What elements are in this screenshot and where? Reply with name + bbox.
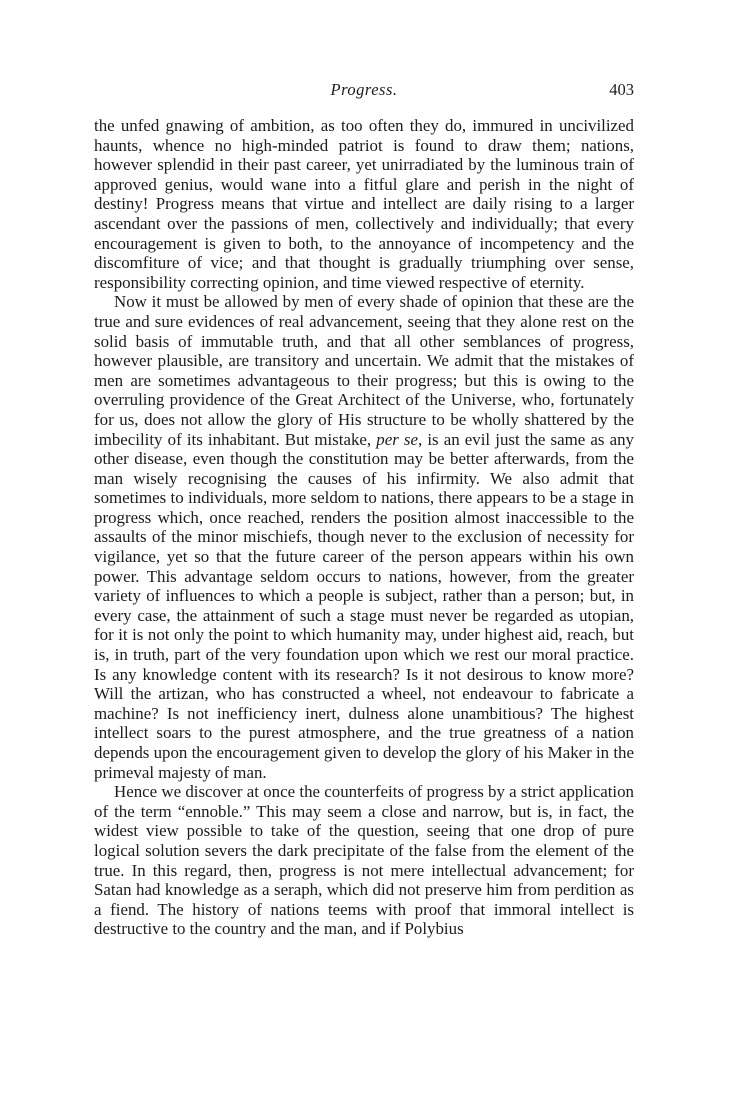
paragraph-3 [94,782,634,939]
paragraph-1 [94,116,634,292]
running-title: Progress. [330,80,398,99]
paragraph-2-text-b: , is an evil just the same as any other disease, even though the constitution may be better afterwards, from the man wisely recognising the causes of his infirmity. We also admit that sometimes to individuals, more seldom to nations, there appears to be a stage in progress which, once reached, renders the position almost inaccessible to the assaults of the minor mischiefs, though never to the exclusion of necessity for vigilance, yet so that the future career of the person appears within his own power. This advantage seldom occurs to nations, however, from the greater variety of influences to which a people is subject, rather than a person; but, in every case, the attainment of such a stage must never be regarded as utopian, for it is not only the point to which humanity may, under highest aid, reach, but is, in truth, part of the very foundation upon which we rest our moral practice. Is any knowledge content with its research? Is it not desirous to know more? Will the artizan, who has constructed a wheel, not endeavour to fabricate a machine? Is not inefficiency inert, dulness alone unambitious? The highest intellect soars to the purest atmosphere, and the true greatness of a nation depends upon the encouragement given to develop the glory of his Maker in the primeval majesty of man. [94,429,634,782]
paragraph-2-italic-phrase: per se [376,429,418,449]
paragraph-1-text: the unfed gnawing of ambition, as too often they do, immured in uncivilized haunts, whence no high-minded patriot is found to draw them; nations, however splendid in their past career, yet unirradiated by the luminous train of approved genius, would wane into a fitful glare and perish in the night of destiny! Progress means that virtue and intellect are daily rising to a larger ascendant over the passions of men, collectively and individually; that every encouragement is given to both, to the annoyance of incompetency and the discomfiture of vice; and that thought is gradually triumphing over sense, responsibility correcting opinion, and time viewed respective of eternity. [94,116,634,292]
book-page [94,76,634,939]
paragraph-2 [94,292,634,782]
running-head [94,76,634,106]
body-text [94,116,634,939]
paragraph-2-text-a: Now it must be allowed by men of every shade of opinion that these are the true and sure evidences of real advancement, seeing that they alone rest on the solid basis of immutable truth, and that all other semblances of progress, however plausible, are transitory and uncertain. We admit that the mistakes of men are sometimes advantageous to their progress; but this is owing to the overruling providence of the Great Architect of the Universe, who, fortunately for us, does not allow the glory of His structure to be wholly shattered by the imbecility of its inhabitant. But mistake, [94,292,634,449]
paragraph-3-text: Hence we discover at once the counterfeits of progress by a strict application of the term “ennoble.” This may seem a close and narrow, but is, in fact, the widest view possible to take of the question, seeing that one drop of pure logical solution severs the dark precipitate of the false from the element of the true. In this regard, then, progress is not mere intellectual advancement; for Satan had knowledge as a seraph, which did not preserve him from perdition as a fiend. The history of nations teems with proof that immoral intellect is destructive to the country and the man, and if Polybius [94,782,634,939]
page-number: 403 [609,80,634,99]
